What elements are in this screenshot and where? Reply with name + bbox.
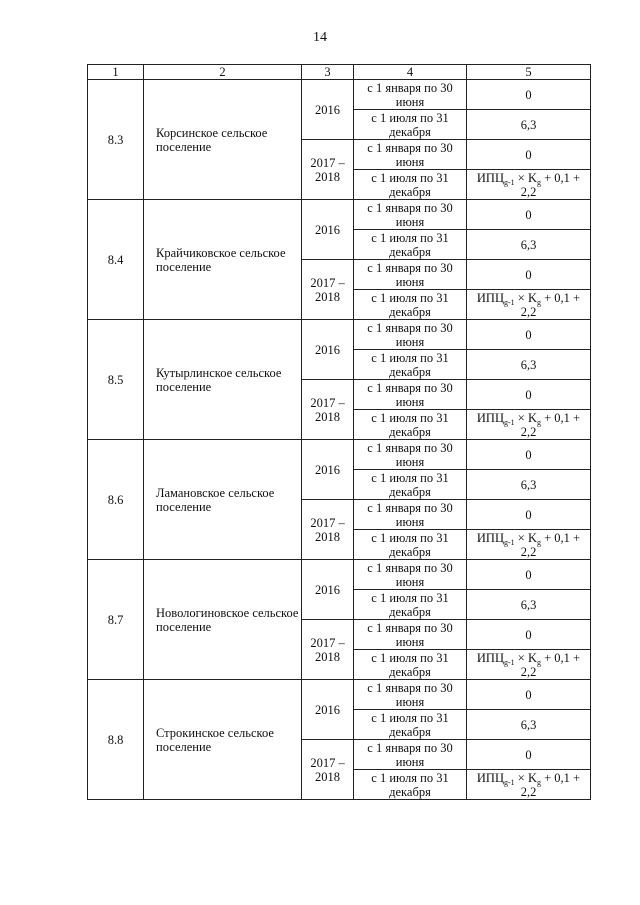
formula-subscript: g-1	[503, 417, 515, 427]
value-cell: 0	[467, 500, 591, 530]
formula-tail: + 0,1 + 2,2	[520, 530, 581, 559]
formula-multiplier: × K	[514, 170, 537, 185]
column-header: 4	[354, 65, 467, 80]
item-number: 8.3	[88, 80, 144, 200]
formula-cell	[467, 170, 591, 200]
period-cell: с 1 июля по 31 декабря	[354, 290, 467, 320]
period-cell: с 1 июля по 31 декабря	[354, 650, 467, 680]
table-row	[88, 200, 591, 230]
page-number: 14	[313, 30, 327, 45]
table-row	[88, 440, 591, 470]
value-cell: 0	[467, 380, 591, 410]
period-cell: с 1 июля по 31 декабря	[354, 770, 467, 800]
period-cell: с 1 июля по 31 декабря	[354, 410, 467, 440]
value-cell: 0	[467, 260, 591, 290]
formula-tail: + 0,1 + 2,2	[520, 650, 581, 679]
period-cell: с 1 июля по 31 декабря	[354, 590, 467, 620]
formula-tail: + 0,1 + 2,2	[520, 770, 581, 799]
period-cell: с 1 июля по 31 декабря	[354, 530, 467, 560]
period-cell: с 1 января по 30 июня	[354, 560, 467, 590]
formula-cell	[467, 410, 591, 440]
formula-cell	[467, 770, 591, 800]
period-cell: с 1 января по 30 июня	[354, 380, 467, 410]
value-cell: 0	[467, 140, 591, 170]
header-row	[88, 65, 591, 80]
formula-subscript: g-1	[503, 177, 515, 187]
formula-multiplier: × K	[514, 650, 537, 665]
formula-base: ИПЦ	[476, 650, 504, 665]
table-row	[88, 560, 591, 590]
item-number: 8.4	[88, 200, 144, 320]
period-cell: с 1 января по 30 июня	[354, 680, 467, 710]
column-header: 1	[88, 65, 144, 80]
column-header: 3	[302, 65, 354, 80]
period-cell: с 1 июля по 31 декабря	[354, 170, 467, 200]
value-cell: 0	[467, 560, 591, 590]
table-row	[88, 680, 591, 710]
formula-multiplier: × K	[514, 410, 537, 425]
formula-multiplier: × K	[514, 290, 537, 305]
column-header: 2	[144, 65, 302, 80]
formula-subscript: g-1	[503, 777, 515, 787]
value-cell: 6,3	[467, 230, 591, 260]
value-cell: 6,3	[467, 590, 591, 620]
formula-tail: + 0,1 + 2,2	[520, 170, 581, 199]
formula-base: ИПЦ	[476, 410, 504, 425]
formula-tail: + 0,1 + 2,2	[520, 290, 581, 319]
settlement-name: Крайчиковское сельское поселение	[144, 200, 302, 320]
year-cell: 2017 – 2018	[302, 260, 354, 320]
period-cell: с 1 января по 30 июня	[354, 440, 467, 470]
formula-subscript: g	[536, 177, 541, 187]
settlement-name: Кутырлинское сельское поселение	[144, 320, 302, 440]
value-cell: 6,3	[467, 350, 591, 380]
period-cell: с 1 января по 30 июня	[354, 200, 467, 230]
period-cell: с 1 января по 30 июня	[354, 500, 467, 530]
value-cell: 6,3	[467, 470, 591, 500]
period-cell: с 1 июля по 31 декабря	[354, 110, 467, 140]
value-cell: 0	[467, 440, 591, 470]
formula-base: ИПЦ	[476, 170, 504, 185]
item-number: 8.8	[88, 680, 144, 800]
period-cell: с 1 января по 30 июня	[354, 260, 467, 290]
value-cell: 6,3	[467, 110, 591, 140]
formula-base: ИПЦ	[476, 770, 504, 785]
year-cell: 2016	[302, 680, 354, 740]
formula-subscript: g	[536, 777, 541, 787]
year-cell: 2016	[302, 320, 354, 380]
value-cell: 0	[467, 620, 591, 650]
period-cell: с 1 января по 30 июня	[354, 320, 467, 350]
item-number: 8.7	[88, 560, 144, 680]
year-cell: 2017 – 2018	[302, 380, 354, 440]
formula-multiplier: × K	[514, 770, 537, 785]
column-header: 5	[467, 65, 591, 80]
value-cell: 0	[467, 680, 591, 710]
year-cell: 2017 – 2018	[302, 620, 354, 680]
table-row	[88, 80, 591, 110]
item-number: 8.5	[88, 320, 144, 440]
year-cell: 2016	[302, 200, 354, 260]
settlement-name: Строкинское сельское поселение	[144, 680, 302, 800]
formula-subscript: g	[536, 297, 541, 307]
year-cell: 2017 – 2018	[302, 740, 354, 800]
formula-subscript: g-1	[503, 537, 515, 547]
period-cell: с 1 января по 30 июня	[354, 740, 467, 770]
period-cell: с 1 июля по 31 декабря	[354, 350, 467, 380]
value-cell: 0	[467, 200, 591, 230]
period-cell: с 1 января по 30 июня	[354, 80, 467, 110]
period-cell: с 1 июля по 31 декабря	[354, 470, 467, 500]
year-cell: 2016	[302, 560, 354, 620]
period-cell: с 1 января по 30 июня	[354, 620, 467, 650]
table-body	[88, 80, 591, 800]
tariff-table	[87, 64, 591, 800]
formula-subscript: g	[536, 657, 541, 667]
value-cell: 0	[467, 320, 591, 350]
period-cell: с 1 июля по 31 декабря	[354, 710, 467, 740]
item-number: 8.6	[88, 440, 144, 560]
value-cell: 6,3	[467, 710, 591, 740]
period-cell: с 1 июля по 31 декабря	[354, 230, 467, 260]
formula-cell	[467, 290, 591, 320]
formula-multiplier: × K	[514, 530, 537, 545]
formula-cell	[467, 530, 591, 560]
formula-tail: + 0,1 + 2,2	[520, 410, 581, 439]
formula-base: ИПЦ	[476, 530, 504, 545]
settlement-name: Корсинское сельское поселение	[144, 80, 302, 200]
year-cell: 2017 – 2018	[302, 140, 354, 200]
formula-cell	[467, 650, 591, 680]
settlement-name: Новологиновское сельское поселение	[144, 560, 302, 680]
formula-subscript: g-1	[503, 297, 515, 307]
year-cell: 2017 – 2018	[302, 500, 354, 560]
value-cell: 0	[467, 740, 591, 770]
table-row	[88, 320, 591, 350]
period-cell: с 1 января по 30 июня	[354, 140, 467, 170]
value-cell: 0	[467, 80, 591, 110]
formula-base: ИПЦ	[476, 290, 504, 305]
year-cell: 2016	[302, 80, 354, 140]
formula-subscript: g-1	[503, 657, 515, 667]
formula-subscript: g	[536, 417, 541, 427]
settlement-name: Ламановское сельское поселение	[144, 440, 302, 560]
formula-subscript: g	[536, 537, 541, 547]
year-cell: 2016	[302, 440, 354, 500]
